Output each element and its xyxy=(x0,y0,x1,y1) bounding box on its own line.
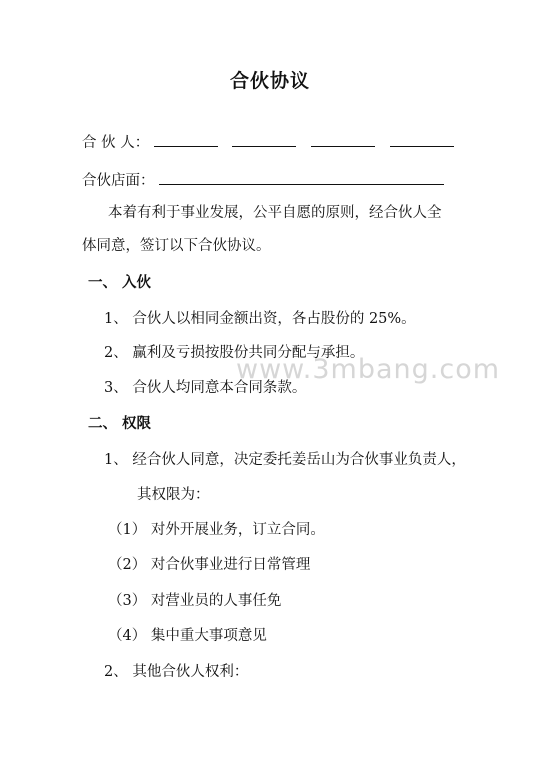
section-2-item-1-cont: 其权限为： xyxy=(137,487,210,503)
section-2-item-1: 1、 经合伙人同意，决定委托姜岳山为合伙事业负责人， xyxy=(104,452,466,468)
store-row xyxy=(82,169,454,191)
partner-blank-2[interactable] xyxy=(232,131,296,147)
section-2-subitem-3: （3） 对营业员的人事任免 xyxy=(108,593,282,609)
partner-blank-4[interactable] xyxy=(390,131,454,147)
section-2-subitem-4: （4） 集中重大事项意见 xyxy=(108,628,267,644)
partner-blank-3[interactable] xyxy=(311,131,375,147)
partners-row xyxy=(82,131,464,153)
section-2-item-2: 2、 其他合伙人权利： xyxy=(104,664,249,680)
partners-label: 合 伙 人： xyxy=(82,135,150,151)
section-2-subitem-1: （1） 对外开展业务，订立合同。 xyxy=(108,522,325,538)
store-blank[interactable] xyxy=(159,169,444,185)
section-1-item-3: 3、 合伙人均同意本合同条款。 xyxy=(104,380,307,396)
document-title: 合伙协议 xyxy=(229,70,310,92)
watermark: www.3mbang.com xyxy=(236,354,501,385)
section-1-item-1: 1、 合伙人以相同金额出资，各占股份的 25%。 xyxy=(104,311,416,327)
section-1-heading: 一、 入伙 xyxy=(88,274,152,291)
intro-line-2: 体同意，签订以下合伙协议。 xyxy=(82,238,271,254)
section-2-heading: 二、 权限 xyxy=(88,415,152,432)
section-1-item-2: 2、 赢利及亏损按股份共同分配与承担。 xyxy=(104,345,365,361)
partner-blank-1[interactable] xyxy=(154,131,218,147)
store-label: 合伙店面： xyxy=(82,173,155,189)
section-2-subitem-2: （2） 对合伙事业进行日常管理 xyxy=(108,557,311,573)
intro-line-1: 本着有利于事业发展，公平自愿的原则，经合伙人全 xyxy=(108,205,442,221)
